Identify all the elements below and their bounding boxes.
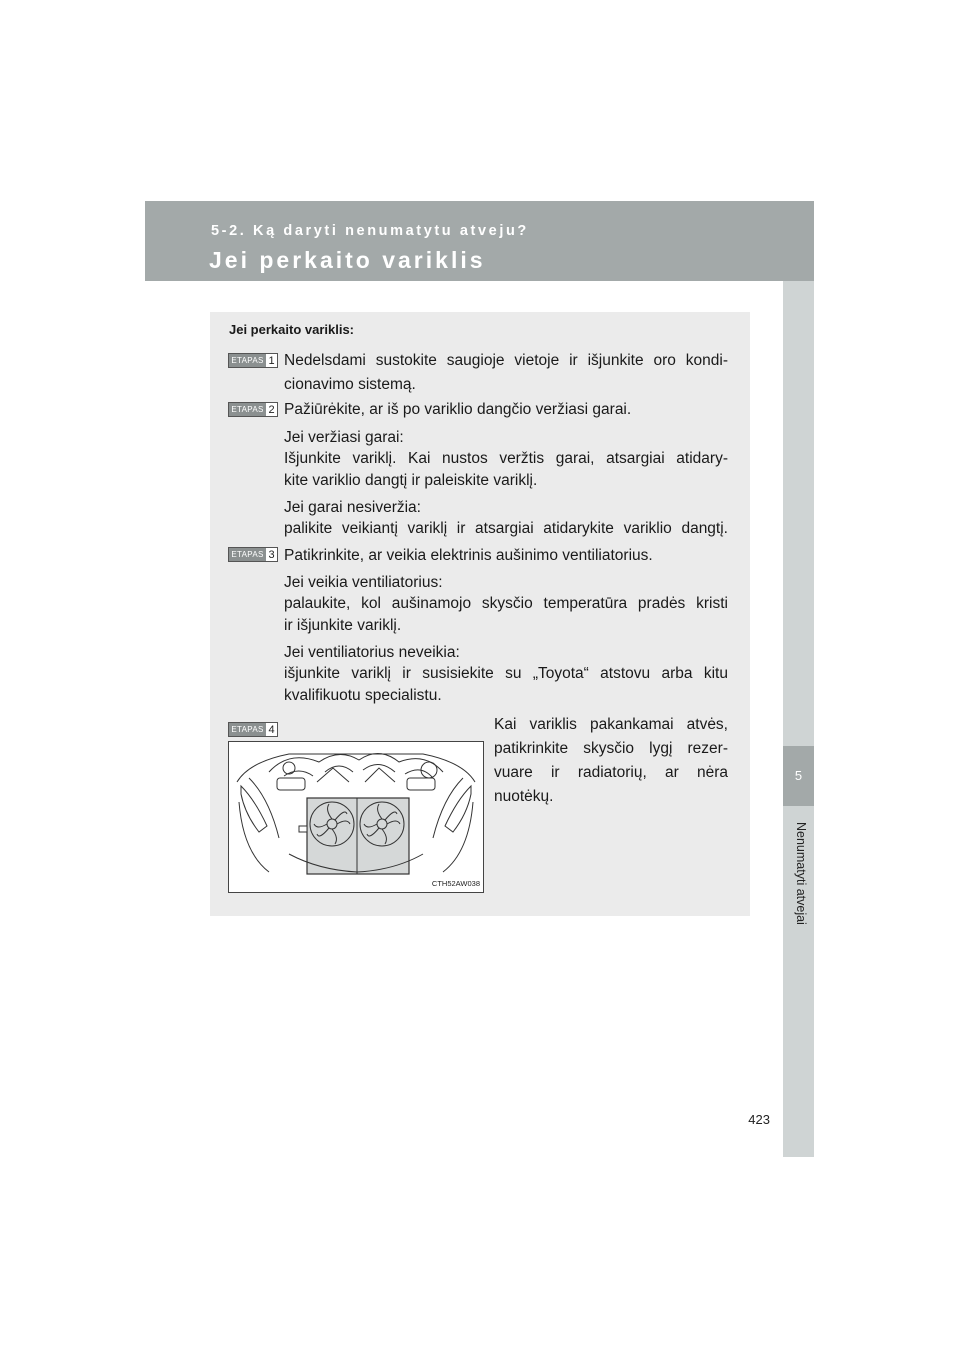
step-badge-1	[228, 353, 278, 368]
step-badge-2	[228, 402, 278, 417]
engine-fan-illustration	[228, 741, 484, 893]
side-tab-label: Nenumatyti atvejai	[794, 822, 808, 925]
step-badge-label: ETAPAS	[229, 548, 266, 561]
step-4-line-3: vuare ir radiatorių, ar nėra	[494, 764, 728, 781]
step-3-line-4: ir išjunkite variklį.	[284, 617, 402, 634]
step-badge-label: ETAPAS	[229, 723, 266, 736]
side-tab	[783, 281, 814, 1157]
step-4-line-1: Kai variklis pakankamai atvės,	[494, 716, 728, 733]
step-2-line-5: Jei garai nesiveržia:	[284, 499, 421, 516]
figure-code: CTH52AW038	[431, 879, 480, 888]
step-1-line-1: Nedelsdami sustokite saugioje vietoje ir išjunkite oro kondi-	[284, 352, 728, 369]
step-badge-number: 3	[268, 548, 275, 561]
step-badge-label: ETAPAS	[229, 354, 266, 367]
page-number: 423	[748, 1112, 770, 1127]
page-title: Jei perkaito variklis	[209, 247, 486, 273]
step-2-line-3: Išjunkite variklį. Kai nustos veržtis garai, atsargiai atidary-	[284, 450, 728, 467]
step-3-line-1: Patikrinkite, ar veikia elektrinis aušinimo ventiliatorius.	[284, 547, 653, 564]
step-2-line-6: palikite veikiantį variklį ir atsargiai atidarykite variklio dangtį.	[284, 520, 728, 537]
step-3-line-6: išjunkite variklį ir susisiekite su „Toyota“ atstovu arba kitu	[284, 665, 728, 682]
box-heading: Jei perkaito variklis:	[229, 322, 355, 337]
step-badge-number: 1	[268, 354, 275, 367]
step-3-line-5: Jei ventiliatorius neveikia:	[284, 644, 460, 661]
step-badge-4	[228, 722, 278, 737]
step-badge-label: ETAPAS	[229, 403, 266, 416]
step-2-line-4: kite variklio dangtį ir paleiskite variklį.	[284, 472, 538, 489]
step-1-line-2: cionavimo sistemą.	[284, 376, 416, 393]
step-2-line-1: Pažiūrėkite, ar iš po variklio dangčio veržiasi garai.	[284, 401, 632, 418]
step-4-line-2: patikrinkite skysčio lygį rezer-	[494, 740, 728, 757]
step-3-line-7: kvalifikuotu specialistu.	[284, 687, 442, 704]
step-4-line-4: nuotėkų.	[494, 788, 554, 805]
step-2-line-2: Jei veržiasi garai:	[284, 429, 404, 446]
step-badge-number: 4	[268, 723, 275, 736]
side-tab-number: 5	[794, 768, 803, 783]
engine-bay-drawing	[229, 742, 483, 892]
step-badge-3	[228, 547, 278, 562]
page-header	[145, 201, 814, 281]
step-3-line-3: palaukite, kol aušinamojo skysčio temperatūra pradės kristi	[284, 595, 728, 612]
step-badge-number: 2	[268, 403, 275, 416]
section-label: 5-2. Ką daryti nenumatytu atveju?	[211, 223, 529, 239]
step-3-line-2: Jei veikia ventiliatorius:	[284, 574, 443, 591]
